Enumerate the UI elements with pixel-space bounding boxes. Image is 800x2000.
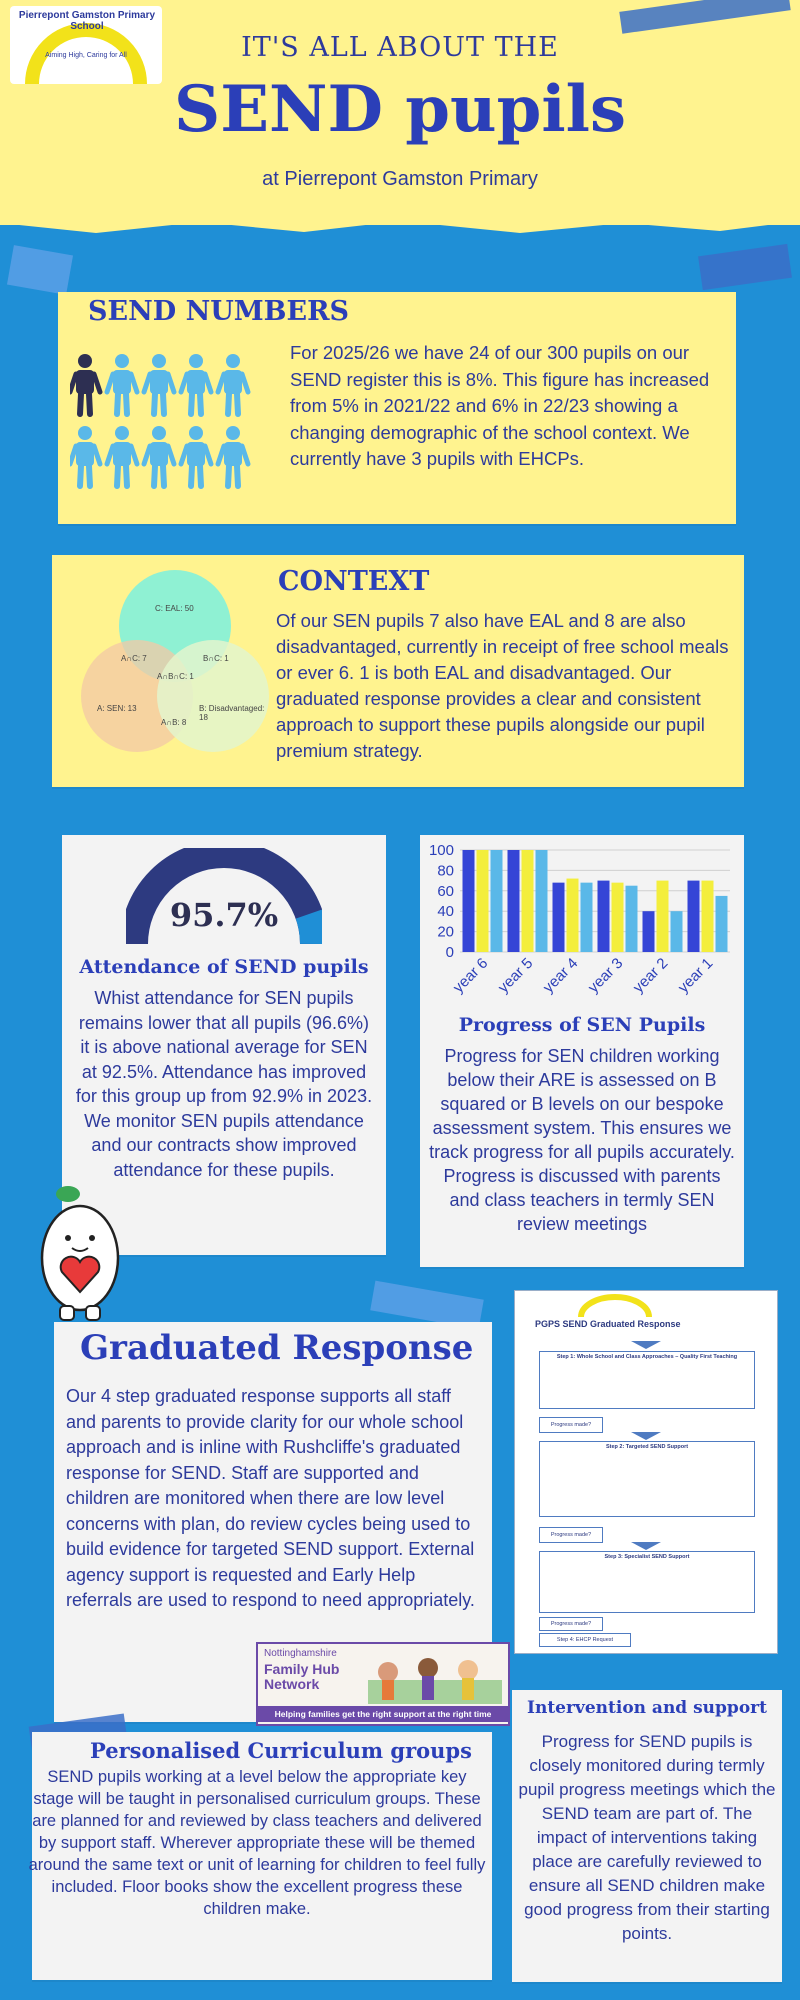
bar <box>567 879 579 952</box>
attendance-heading: Attendance of SEND pupils <box>79 956 369 978</box>
flowchart-document <box>514 1290 778 1654</box>
header-kicker: IT'S ALL ABOUT THE <box>241 32 559 63</box>
flowchart-step2-label: Step 2: Targeted SEND Support <box>605 1444 689 1450</box>
heart-mascot-icon <box>28 1172 132 1322</box>
send-numbers-text: For 2025/26 we have 24 of our 300 pupils on our SEND register this is 8%. This figure has increased from 5% in 2021/22 and 6% in 22/23 showing a changing demographic of the school context. We currently have 3 pupils with EHCPs. <box>290 342 710 469</box>
send-numbers-heading: SEND NUMBERS <box>88 296 350 327</box>
person-icon <box>107 354 137 414</box>
person-icon <box>107 426 137 486</box>
x-tick-label: year 6 <box>449 954 492 997</box>
bar <box>702 881 714 952</box>
bar <box>612 883 624 952</box>
bar <box>522 850 534 952</box>
family-hub-region: Nottinghamshire <box>264 1648 337 1659</box>
bar <box>553 883 565 952</box>
flowchart-arrow-icon <box>631 1341 661 1349</box>
intervention-text: Progress for SEND pupils is closely monitored during termly pupil progress meetings which the SEND team are part of. The impact of interventions taking place are carefully reviewed to ensure all SEND children make good progress from their starting points. <box>518 1732 776 1943</box>
flowchart-step1 <box>539 1351 755 1409</box>
attendance-text: Whist attendance for SEN pupils remains lower that all pupils (96.6%) it is above national average for SEN at 92.5%. Attendance has improved for this group up from 92.9% in 2023. We monitor SEN pupils attendance and our contracts show improved attendance for these pupils. <box>75 988 373 1180</box>
bar <box>463 850 475 952</box>
venn-label-ab: A∩B: 8 <box>161 718 187 727</box>
bar <box>581 883 593 952</box>
venn-label-bc: B∩C: 1 <box>203 654 229 663</box>
flowchart-q3: Progress made? <box>539 1617 603 1631</box>
x-tick-label: year 1 <box>674 954 717 997</box>
flowchart-step3-label: Step 3: Specialist SEND Support <box>604 1554 690 1560</box>
tape-decoration <box>698 244 792 290</box>
graduated-text: Our 4 step graduated response supports all staff and parents to provide clarity for our whole school approach and is inline with Rushcliffe's graduated response for SEND. Staff are supported and children are monitored when there are low level concerns with plan, do review cycles being used to build evidence for targeted SEND support. External agency support is requested and Early Help referrals are used to respond to need appropriately. <box>66 1386 475 1610</box>
page-title: SEND pupils <box>174 72 626 147</box>
bar <box>688 881 700 952</box>
flowchart-step3 <box>539 1551 755 1613</box>
venn-label-b: B: Disadvantaged: 18 <box>199 704 265 722</box>
header-torn-edge <box>0 215 800 235</box>
progress-heading: Progress of SEN Pupils <box>458 1014 706 1036</box>
progress-bar-chart <box>420 840 744 1010</box>
venn-circles <box>75 568 275 768</box>
person-icon <box>70 354 100 414</box>
person-icon <box>144 354 174 414</box>
x-tick-label: year 3 <box>584 954 627 997</box>
curriculum-heading: Personalised Curriculum groups <box>90 1738 472 1763</box>
venn-diagram <box>75 568 275 768</box>
logo-name: Pierrepont Gamston Primary School <box>18 10 156 32</box>
x-tick-label: year 4 <box>539 954 582 997</box>
flowchart-title: PGPS SEND Graduated Response <box>535 1319 681 1329</box>
flowchart-q2: Progress made? <box>539 1527 603 1543</box>
bar <box>643 911 655 952</box>
bar <box>508 850 520 952</box>
bar <box>536 850 548 952</box>
bar <box>626 886 638 952</box>
venn-label-c: C: EAL: 50 <box>155 604 194 613</box>
y-tick-label: 60 <box>437 882 454 900</box>
venn-label-a: A: SEN: 13 <box>97 704 137 713</box>
curriculum-text: SEND pupils working at a level below the appropriate key stage will be taught in personalised curriculum groups. These are planned for and reviewed by class teachers and delivered by support staff. Wherever appropriate these will be themed around the same text or unit of learning for children to feel fully included. Floor books show the excellent progress these children make. <box>28 1768 486 1918</box>
y-tick-label: 80 <box>437 862 454 880</box>
person-icon <box>181 426 211 486</box>
logo-motto: Aiming High, Caring for All <box>45 52 127 59</box>
y-tick-label: 20 <box>437 923 454 941</box>
y-tick-label: 0 <box>445 944 454 961</box>
venn-label-ac: A∩C: 7 <box>121 654 147 663</box>
intervention-heading: Intervention and support <box>527 1698 767 1718</box>
person-icon <box>218 426 248 486</box>
attendance-value: 95.7% <box>169 896 279 934</box>
bar <box>491 850 503 952</box>
bar <box>716 896 728 952</box>
flowchart-logo-icon <box>575 1293 655 1317</box>
bar <box>657 881 669 952</box>
progress-text: Progress for SEN children working below their ARE is assessed on B squared or B levels on our bespoke assessment system. This ensures we track progress for all pupils accurately. Progress is discussed with parents and class teachers in termly SEN review meetings <box>429 1046 735 1234</box>
person-icon <box>70 426 100 486</box>
flowchart-arrow-icon <box>631 1432 661 1440</box>
header-subtitle: at Pierrepont Gamston Primary <box>262 168 538 190</box>
graduated-heading: Graduated Response <box>80 1328 474 1368</box>
flowchart-step4: Step 4: EHCP Request <box>539 1633 631 1647</box>
y-tick-label: 40 <box>437 903 454 921</box>
venn-label-abc: A∩B∩C: 1 <box>157 672 194 681</box>
context-text: Of our SEN pupils 7 also have EAL and 8 are also disadvantaged, currently in receipt of free school meals or ever 6. 1 is both EAL and disadvantaged. Our graduated response provides a clear and consistent approach to support these pupils alongside our pupil premium strategy. <box>276 610 729 761</box>
bar <box>671 911 683 952</box>
x-tick-label: year 2 <box>629 954 672 997</box>
family-hub-name: Family Hub Network <box>264 1661 340 1692</box>
people-pictogram <box>70 350 260 490</box>
mascot-illustration <box>28 1172 132 1322</box>
flowchart-q1: Progress made? <box>539 1417 603 1433</box>
x-tick-label: year 5 <box>494 954 537 997</box>
person-icon <box>144 426 174 486</box>
people-icons <box>70 350 260 490</box>
bar <box>598 881 610 952</box>
flowchart-arrow-icon <box>631 1542 661 1550</box>
flowchart-step1-label: Step 1: Whole School and Class Approaches – Quality First Teaching <box>556 1354 738 1360</box>
family-hub-banner <box>256 1642 510 1726</box>
context-heading: CONTEXT <box>278 566 430 597</box>
person-icon <box>181 354 211 414</box>
y-tick-label: 100 <box>428 842 454 859</box>
family-illustration-icon <box>368 1650 502 1704</box>
person-icon <box>218 354 248 414</box>
bar <box>477 850 489 952</box>
flowchart-step2 <box>539 1441 755 1517</box>
family-hub-tagline: Helping families get the right support at the right time <box>258 1706 508 1722</box>
tape-decoration <box>7 245 73 295</box>
